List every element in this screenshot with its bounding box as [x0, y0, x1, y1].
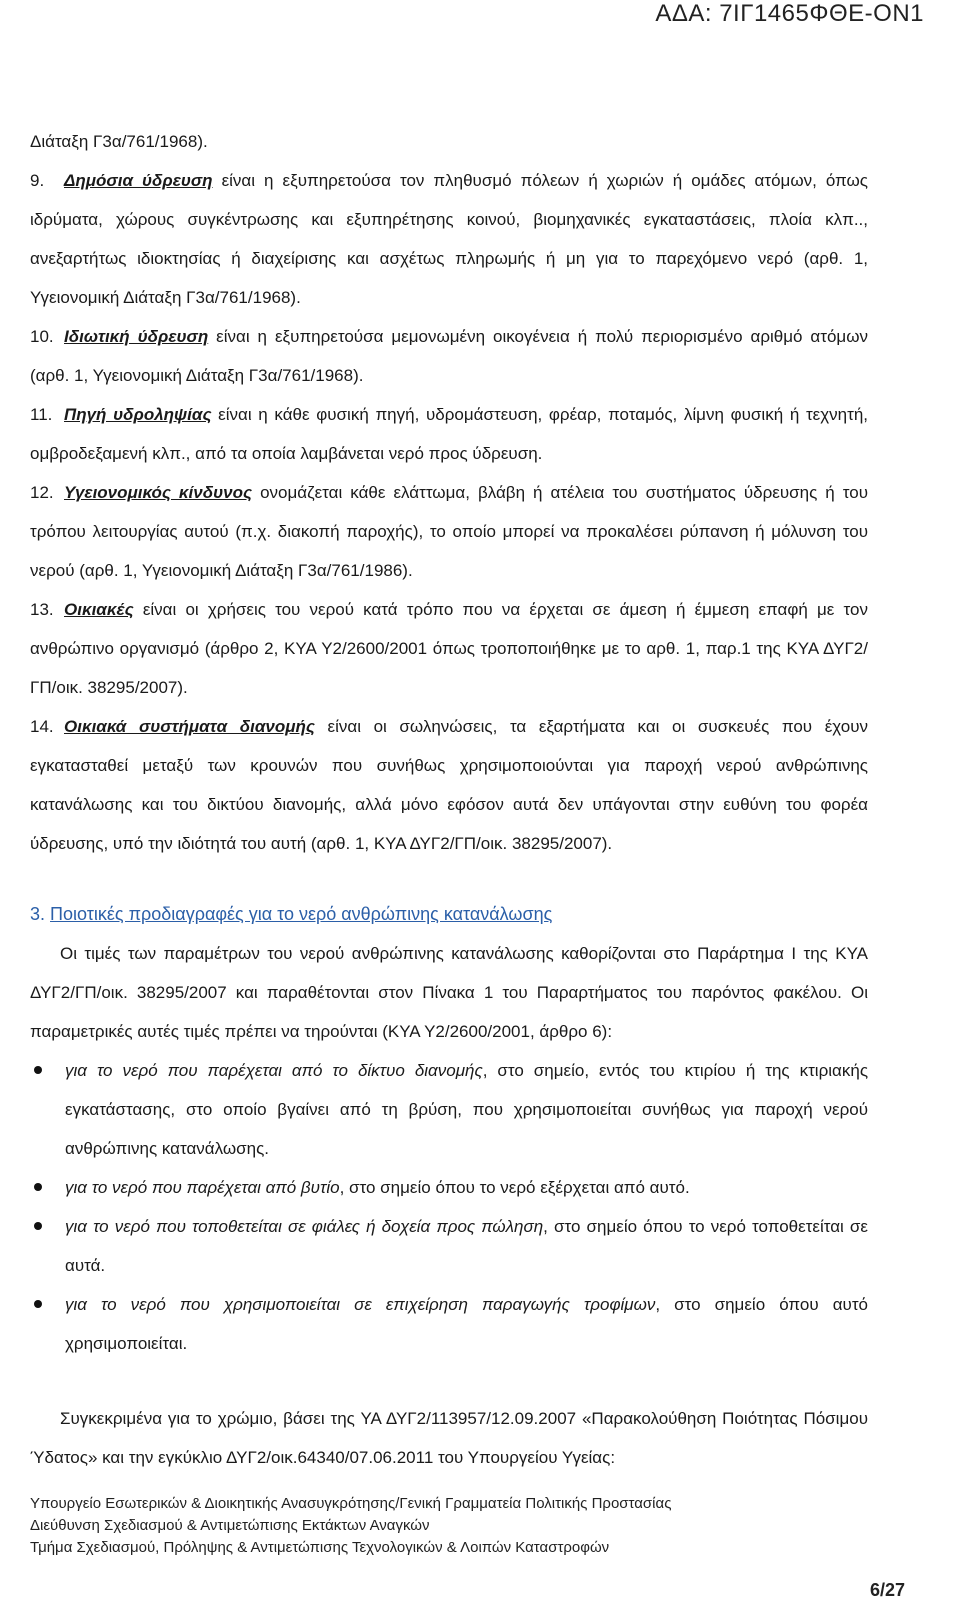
intro-line: Διάταξη Γ3α/761/1968).	[30, 132, 208, 151]
definition-term: Υγειονομικός κίνδυνος	[64, 483, 253, 502]
bullet-icon	[34, 1183, 42, 1191]
footer	[30, 1493, 671, 1559]
footer-line-department: Τμήμα Σχεδιασμού, Πρόληψης & Αντιμετώπισης Τεχνολογικών & Λοιπών Καταστροφών	[30, 1539, 610, 1556]
definition-item-14: 14. Οικιακά συστήματα διανομής είναι οι σωληνώσεις, τα εξαρτήματα και οι συσκευές που έχουν εγκατασταθεί μεταξύ των κρουνών που συνήθως χρησιμοποιούνται για παροχή νερού ανθρώπινης κατανάλωσης και του δικτύου διανομής, αλλά μόνο εφόσον αυτά δεν υπάγονται στην ευθύνη του φορέα ύδρευσης, υπό την ιδιότητά του αυτή (αρθ. 1, ΚΥΑ ΔΥΓ2/ΓΠ/οικ. 38295/2007).	[30, 717, 869, 853]
definition-text: είναι οι χρήσεις του νερού κατά τρόπο που να έρχεται σε άμεση ή έμμεση επαφή με τον ανθρώπινο οργανισμό (άρθρο 2, ΚΥΑ Υ2/2600/2001 όπως τροποποιήθηκε με το αρθ. 1, παρ.1 της ΚΥΑ ΔΥΓ2/ΓΠ/οικ. 38295/2007).	[30, 600, 868, 697]
footer-line-directorate: Διεύθυνση Σχεδιασμού & Αντιμετώπισης Εκτάκτων Αναγκών	[30, 1517, 430, 1534]
definition-term: Οικιακά συστήματα διανομής	[64, 717, 315, 736]
section-heading	[30, 895, 868, 934]
bullet-item: για το νερό που χρησιμοποιείται σε επιχείρηση παραγωγής τροφίμων, στο σημείο όπου αυτό χρησιμοποιείται.	[30, 1285, 868, 1363]
definition-text: είναι η κάθε φυσική πηγή, υδρομάστευση, φρέαρ, ποταμός, λίμνη φυσική ή τεχνητή, ομβροδεξαμενή κλπ., από τα οποία λαμβάνεται νερό προς ύδρευση.	[30, 405, 869, 463]
definition-term: Ιδιωτική ύδρευση	[64, 327, 209, 346]
definition-item-9: 9. Δημόσια ύδρευση είναι η εξυπηρετούσα τον πληθυσμό πόλεων ή χωριών ή ομάδες ατόμων, όπως ιδρύματα, χώρους συγκέντρωσης και εξυπηρέτησης κοινού, βιομηχανικές εγκαταστάσεις, πλοία κλπ.., ανεξαρτήτως ιδιοκτησίας ή διαχείρισης και ασχέτως πληρωμής ή μη για το παρεχόμενο νερό (αρθ. 1, Υγειονομική Διάταξη Γ3α/761/1968).	[30, 171, 868, 307]
bullet-list	[30, 1051, 868, 1363]
definitions-list	[30, 161, 868, 863]
ada-code: ΑΔΑ: 7ΙΓ1465ΦΘΕ-ΟΝ1	[655, 0, 924, 27]
bullet-icon	[34, 1066, 42, 1074]
bullet-icon	[34, 1300, 42, 1308]
definition-item-10: 10. Ιδιωτική ύδρευση είναι η εξυπηρετούσα μεμονωμένη οικογένεια ή πολύ περιορισμένο αριθμό ατόμων (αρθ. 1, Υγειονομική Διάταξη Γ3α/761/1968).	[30, 327, 868, 385]
section-paragraph: Οι τιμές των παραμέτρων του νερού ανθρώπινης κατανάλωσης καθορίζονται στο Παράρτημα Ι της ΚΥΑ ΔΥΓ2/ΓΠ/οικ. 38295/2007 και παραθέτονται στον Πίνακα 1 του Παραρτήματος του παρόντος φακέλου. Οι παραμετρικές αυτές τιμές πρέπει να τηρούνται (ΚΥΑ Υ2/2600/2001, άρθρο 6):	[30, 944, 868, 1041]
bullet-item: για το νερό που τοποθετείται σε φιάλες ή δοχεία προς πώληση, στο σημείο όπου το νερό τοποθετείται σε αυτά.	[30, 1207, 868, 1285]
definition-text: είναι η εξυπηρετούσα τον πληθυσμό πόλεων ή χωριών ή ομάδες ατόμων, όπως ιδρύματα, χώρους συγκέντρωσης και εξυπηρέτησης κοινού, βιομηχανικές εγκαταστάσεις, πλοία κλπ.., ανεξαρτήτως ιδιοκτησίας ή διαχείρισης και ασχέτως πληρωμής ή μη για το παρεχόμενο νερό (αρθ. 1, Υγειονομική Διάταξη Γ3α/761/1968).	[30, 171, 868, 307]
closing-paragraph: Συγκεκριμένα για το χρώμιο, βάσει της ΥΑ ΔΥΓ2/113957/12.09.2007 «Παρακολούθηση Ποιότητας Πόσιμου Ύδατος» και την εγκύκλιο ΔΥΓ2/οικ.64340/07.06.2011 του Υπουργείου Υγείας:	[30, 1409, 868, 1467]
definition-text: ονομάζεται κάθε ελάττωμα, βλάβη ή ατέλεια του συστήματος ύδρευσης ή του τρόπου λειτουργίας αυτού (π.χ. διακοπή παροχής), το οποίο μπορεί να προκαλέσει ρύπανση ή μόλυνση του νερού (αρθ. 1, Υγειονομική Διάταξη Γ3α/761/1986).	[30, 483, 868, 580]
section-number: 3.	[30, 904, 46, 924]
definition-term: Πηγή υδροληψίας	[64, 405, 212, 424]
section-title: Ποιοτικές προδιαγραφές για το νερό ανθρώπινης κατανάλωσης	[50, 904, 553, 924]
document-body	[30, 122, 868, 1477]
bullet-item: για το νερό που παρέχεται από βυτίο, στο σημείο όπου το νερό εξέρχεται από αυτό.	[30, 1168, 868, 1207]
definition-text: είναι οι σωληνώσεις, τα εξαρτήματα και οι συσκευές που έχουν εγκατασταθεί μεταξύ των κρουνών που συνήθως χρησιμοποιούνται για παροχή νερού ανθρώπινης κατανάλωσης και του δικτύου διανομής, αλλά μόνο εφόσον αυτά δεν υπάγονται στην ευθύνη του φορέα ύδρευσης, υπό την ιδιότητά του αυτή (αρθ. 1, ΚΥΑ ΔΥΓ2/ΓΠ/οικ. 38295/2007).	[30, 717, 869, 853]
definition-item-13: 13. Οικιακές είναι οι χρήσεις του νερού κατά τρόπο που να έρχεται σε άμεση ή έμμεση επαφή με τον ανθρώπινο οργανισμό (άρθρο 2, ΚΥΑ Υ2/2600/2001 όπως τροποποιήθηκε με το αρθ. 1, παρ.1 της ΚΥΑ ΔΥΓ2/ΓΠ/οικ. 38295/2007).	[30, 600, 868, 697]
definition-term: Οικιακές	[64, 600, 134, 619]
definition-item-12: 12. Υγειονομικός κίνδυνος ονομάζεται κάθε ελάττωμα, βλάβη ή ατέλεια του συστήματος ύδρευσης ή του τρόπου λειτουργίας αυτού (π.χ. διακοπή παροχής), το οποίο μπορεί να προκαλέσει ρύπανση ή μόλυνση του νερού (αρθ. 1, Υγειονομική Διάταξη Γ3α/761/1986).	[30, 483, 868, 580]
footer-line-ministry: Υπουργείο Εσωτερικών & Διοικητικής Ανασυγκρότησης/Γενική Γραμματεία Πολιτικής Προστασίας	[30, 1495, 672, 1512]
definition-text: είναι η εξυπηρετούσα μεμονωμένη οικογένεια ή πολύ περιορισμένο αριθμό ατόμων (αρθ. 1, Υγειονομική Διάταξη Γ3α/761/1968).	[30, 327, 868, 385]
bullet-icon	[34, 1222, 42, 1230]
definition-term: Δημόσια ύδρευση	[64, 171, 213, 190]
definition-item-11: 11. Πηγή υδροληψίας είναι η κάθε φυσική πηγή, υδρομάστευση, φρέαρ, ποταμός, λίμνη φυσική ή τεχνητή, ομβροδεξαμενή κλπ., από τα οποία λαμβάνεται νερό προς ύδρευση.	[30, 405, 869, 463]
page-number: 6/27	[869, 1580, 905, 1600]
spacer	[30, 1363, 868, 1399]
bullet-item: για το νερό που παρέχεται από το δίκτυο διανομής, στο σημείο, εντός του κτιρίου ή της κτιριακής εγκατάστασης, στο οποίο βγαίνει από τη βρύση, που χρησιμοποιείται συνήθως για παροχή νερού ανθρώπινης κατανάλωσης.	[30, 1051, 868, 1168]
